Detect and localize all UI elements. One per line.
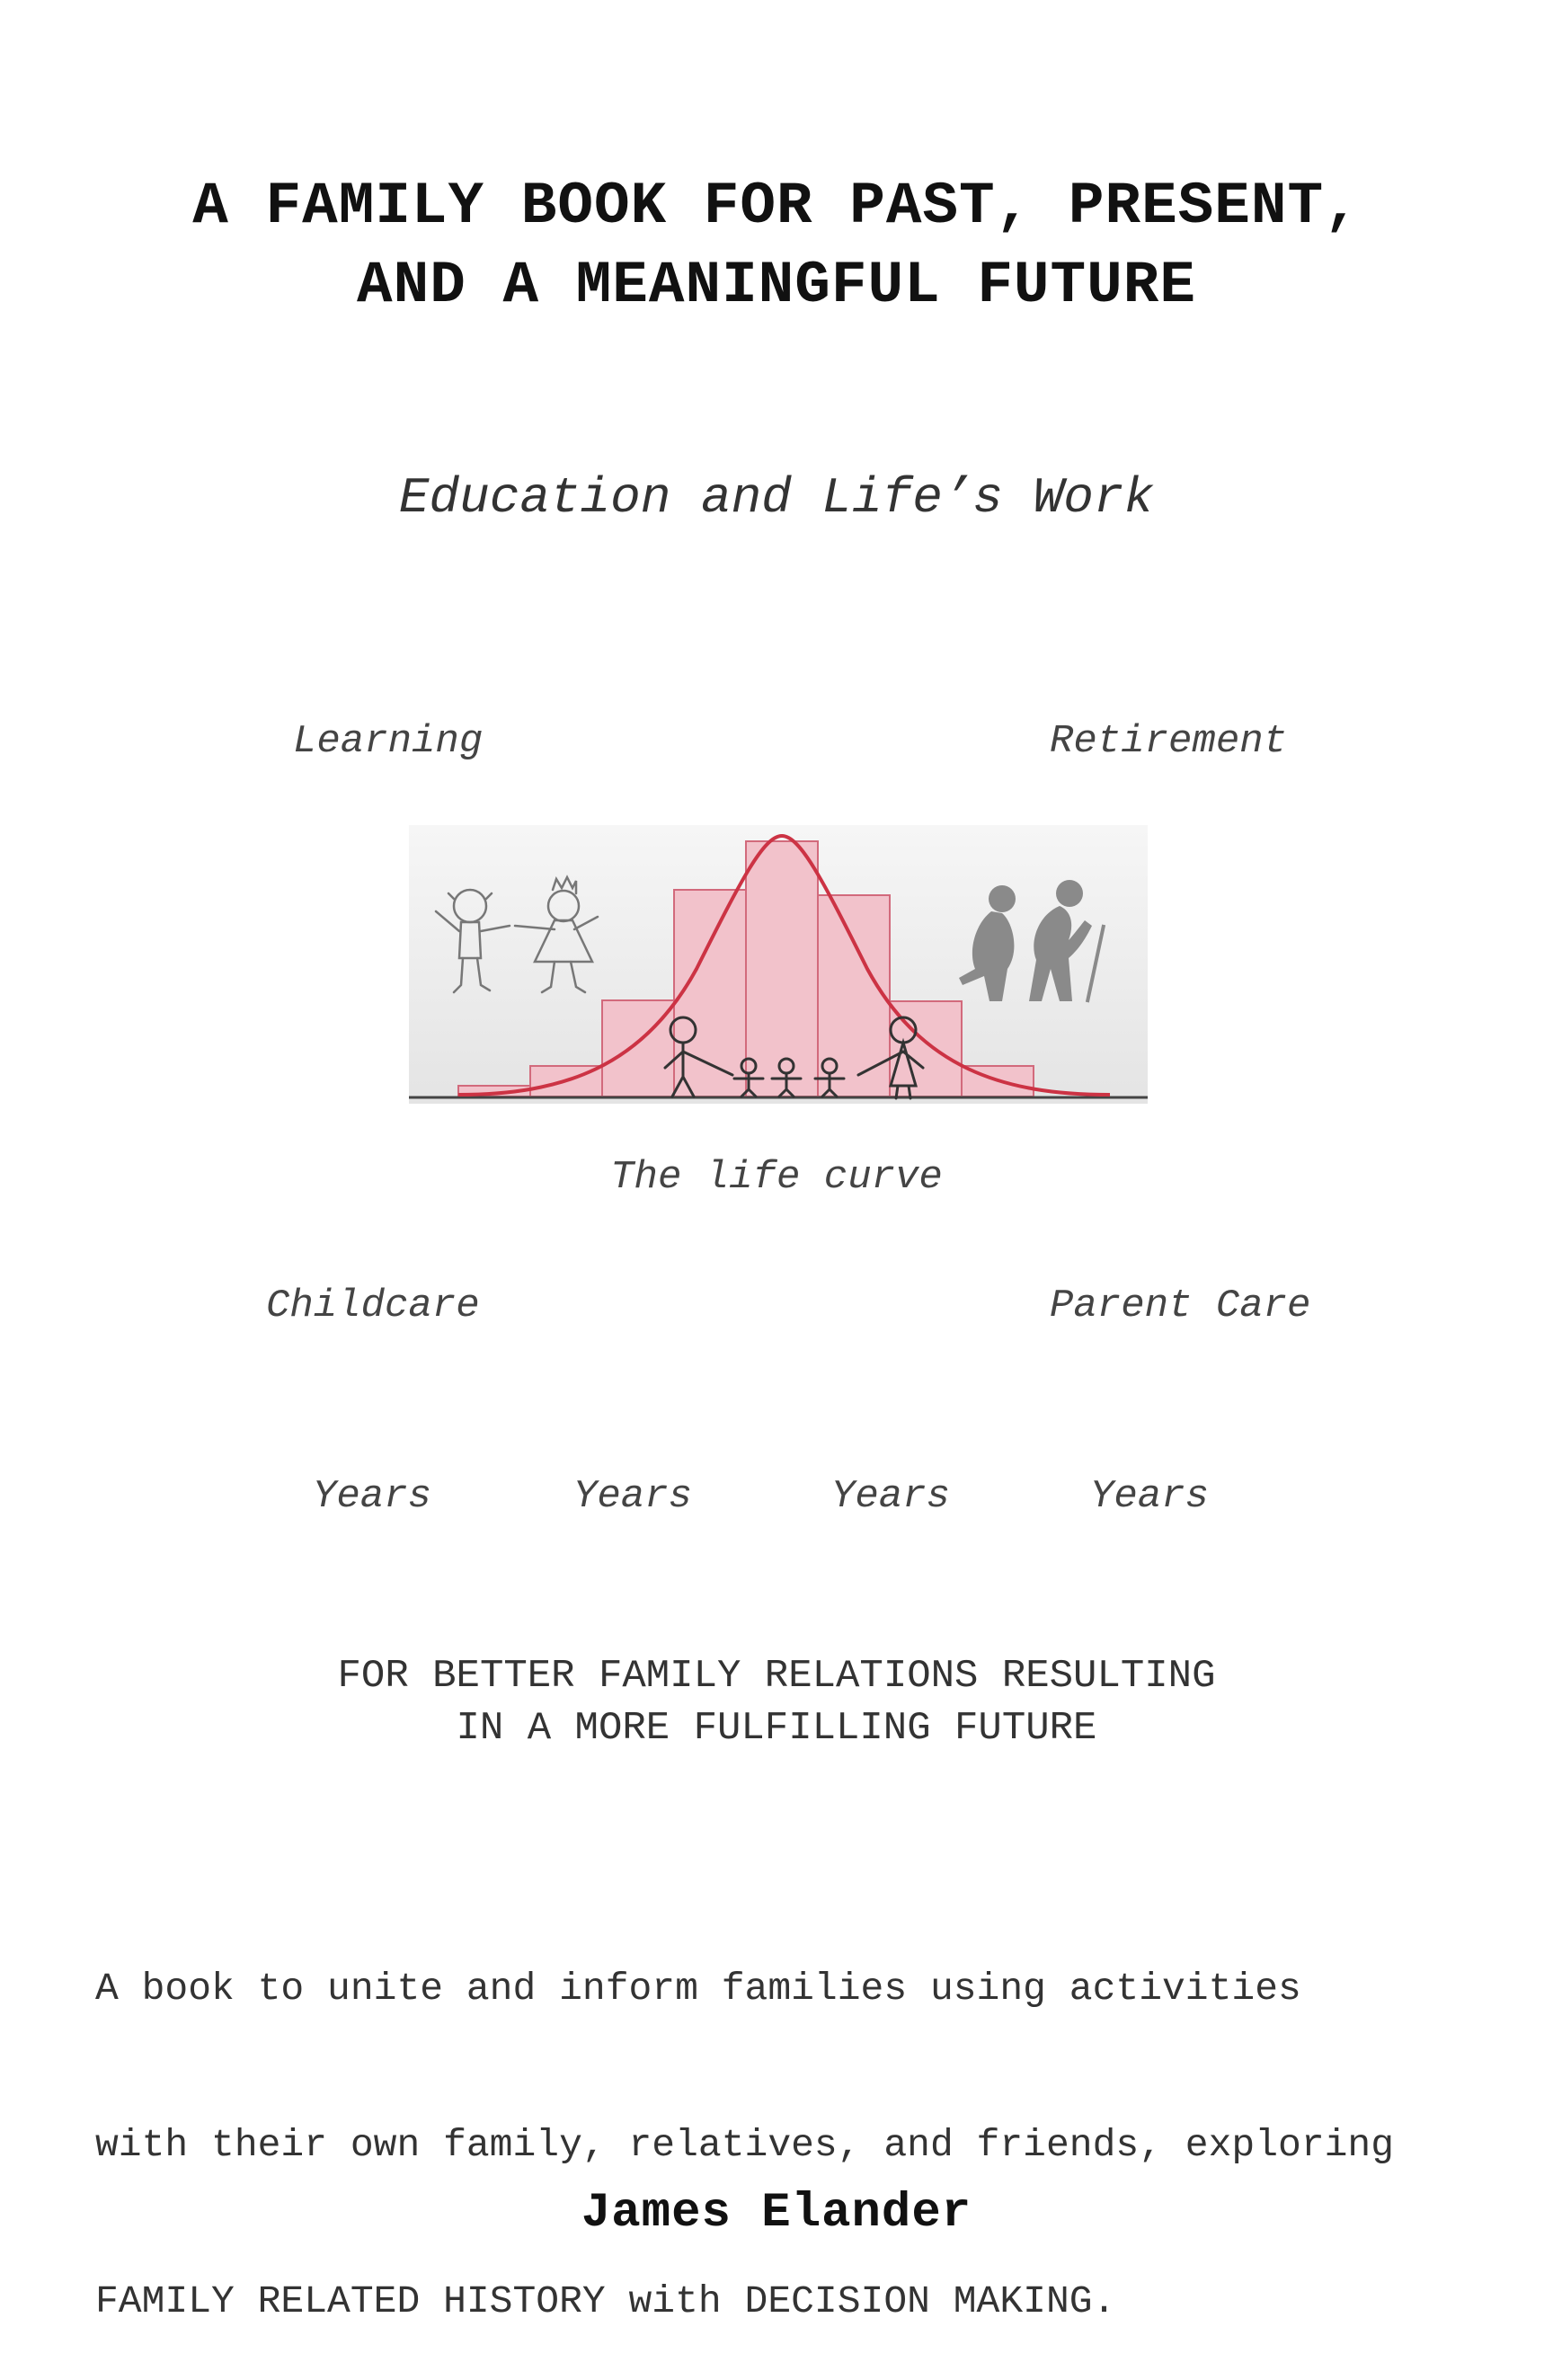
book-subtitle: Education and Life’s Work: [398, 469, 1155, 527]
label-years-1: Years: [313, 1474, 432, 1519]
label-learning: Learning: [293, 719, 484, 764]
figure-caption: The life curve: [610, 1155, 943, 1200]
label-years-4: Years: [1090, 1474, 1210, 1519]
tagline-line-2: IN A MORE FULFILLING FUTURE: [456, 1706, 1097, 1751]
author-name: James Elander: [581, 2186, 972, 2241]
tagline-line-1: FOR BETTER FAMILY RELATIONS RESULTING: [337, 1654, 1216, 1699]
label-years-3: Years: [831, 1474, 951, 1519]
label-years-2: Years: [573, 1474, 693, 1519]
bar: [746, 841, 818, 1097]
book-title: [0, 167, 1553, 325]
label-parent-care: Parent Care: [1050, 1283, 1311, 1328]
blurb: [95, 1859, 1394, 2380]
label-childcare: Childcare: [266, 1283, 480, 1328]
blurb-line-1: A book to unite and inform families using activities: [95, 1967, 1301, 2011]
title-line-2: AND A MEANINGFUL FUTURE: [357, 252, 1196, 319]
life-curve-figure: [409, 825, 1148, 1104]
title-line-1: A FAMILY BOOK FOR PAST, PRESENT,: [192, 173, 1361, 240]
blurb-line-2: with their own family, relatives, and friends, exploring: [95, 2123, 1395, 2167]
tagline: [0, 1650, 1553, 1754]
label-retirement: Retirement: [1050, 719, 1288, 764]
bar: [818, 895, 890, 1097]
blurb-line-3: FAMILY RELATED HISTORY with DECISION MAKING.: [95, 2279, 1116, 2323]
